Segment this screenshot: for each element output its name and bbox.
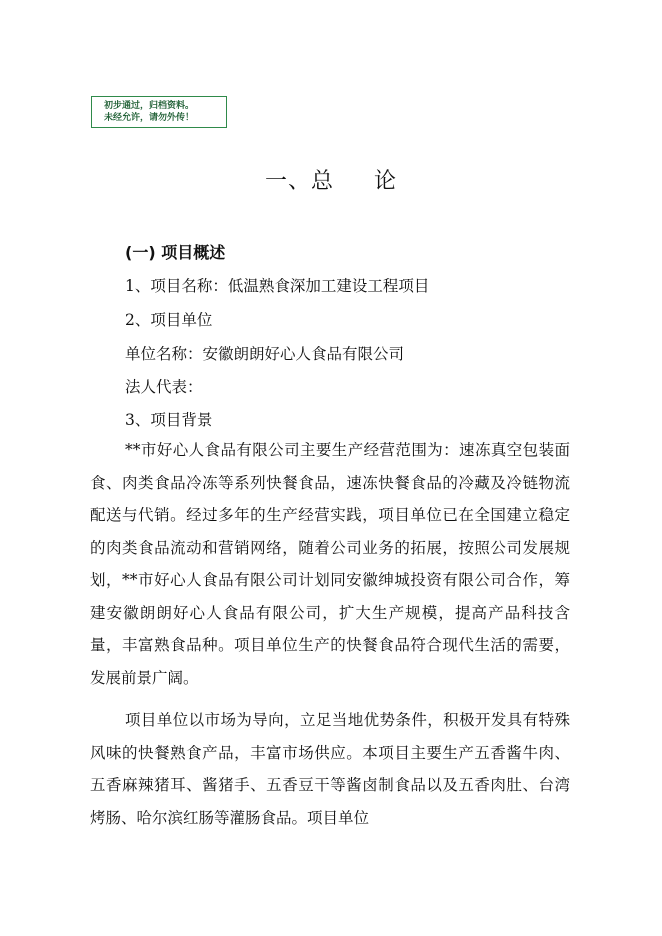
item-legal-rep: 法人代表： (125, 378, 203, 396)
approval-stamp (91, 96, 227, 128)
chapter-title-suffix: 论 (374, 169, 398, 194)
item-background: 3、项目背景 (125, 411, 213, 429)
paragraph-background: **市好心人食品有限公司主要生产经营范围为：速冻真空包装面食、肉类食品冷冻等系列快餐食品，速冻快餐食品的冷藏及冷链物流配送与代销。经过多年的生产经营实践，项目单位已在全国建立稳定的肉类食品流动和营销网络，随着公司业务的拓展，按照公司发展规划，**市好心人食品有限公司计划同安徽绅城投资有限公司合作，筹建安徽朗朗好心人食品有限公司，扩大生产规模，提高产品科技含量，丰富熟食品种。项目单位生产的快餐食品符合现代生活的需要，发展前景广阔。 (90, 441, 570, 687)
paragraph-products: 项目单位以市场为导向，立足当地优势条件，积极开发具有特殊风味的快餐熟食产品，丰富市场供应。本项目主要生产五香酱牛肉、五香麻辣猪耳、酱猪手、五香豆干等酱卤制食品以及五香肉肚、台湾烤肠、哈尔滨红肠等灌肠食品。项目单位 (90, 711, 570, 827)
item-unit-name: 单位名称：安徽朗朗好心人食品有限公司 (125, 345, 405, 363)
chapter-title-prefix: 一、总 (264, 169, 334, 194)
stamp-line-2: 未经允许，请勿外传！ (104, 113, 195, 123)
chapter-title (0, 164, 662, 195)
section-heading: (一) 项目概述 (125, 243, 226, 262)
item-project-name: 1、项目名称：低温熟食深加工建设工程项目 (125, 277, 430, 295)
stamp-line-1: 初步通过，归档资料。 (104, 101, 195, 111)
item-project-unit: 2、项目单位 (125, 311, 213, 329)
